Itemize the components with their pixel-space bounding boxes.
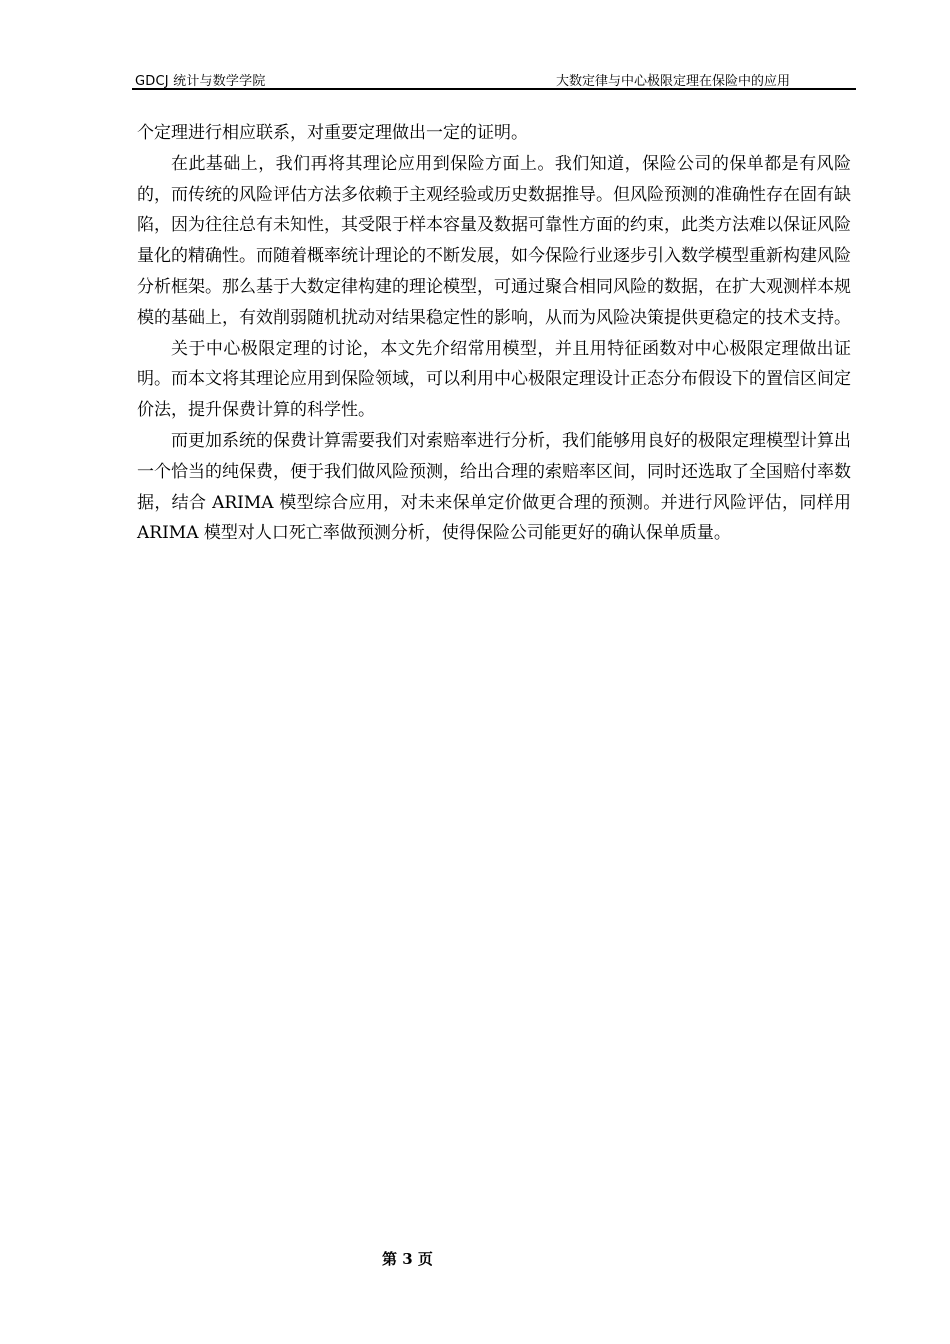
paragraph-central-limit-theorem: 关于中心极限定理的讨论，本文先介绍常用模型，并且用特征函数对中心极限定理做出证明。而本文将其理论应用到保险领域，可以利用中心极限定理设计正态分布假设下的置信区间定价法，提升保费计算的科学性。 bbox=[137, 338, 851, 421]
header-paper-title: 大数定律与中心极限定理在保险中的应用 bbox=[555, 74, 790, 89]
document-body bbox=[137, 118, 851, 549]
paragraph-continuation: 个定理进行相应联系，对重要定理做出一定的证明。 bbox=[137, 123, 528, 143]
page-number: 第 3 页 bbox=[382, 1250, 433, 1268]
page-header bbox=[132, 66, 856, 90]
paragraph-insurance-application: 在此基础上，我们再将其理论应用到保险方面上。我们知道，保险公司的保单都是有风险的，而传统的风险评估方法多依赖于主观经验或历史数据推导。但风险预测的准确性存在固有缺陷，因为往往总有未知性，其受限于样本容量及数据可靠性方面的约束，此类方法难以保证风险量化的精确性。而随着概率统计理论的不断发展，如今保险行业逐步引入数学模型重新构建风险分析框架。那么基于大数定律构建的理论模型，可通过聚合相同风险的数据，在扩大观测样本规模的基础上，有效削弱随机扰动对结果稳定性的影响，从而为风险决策提供更稳定的技术支持。 bbox=[137, 153, 851, 328]
header-institution: GDCJ 统计与数学学院 bbox=[135, 74, 266, 89]
paragraph-premium-calculation: 而更加系统的保费计算需要我们对索赔率进行分析，我们能够用良好的极限定理模型计算出一个恰当的纯保费，便于我们做风险预测，给出合理的索赔率区间，同时还选取了全国赔付率数据，结合 ARIMA 模型综合应用，对未来保单定价做更合理的预测。并进行风险评估，同样用 ARIMA 模型对人口死亡率做预测分析，使得保险公司能更好的确认保单质量。 bbox=[137, 430, 851, 544]
